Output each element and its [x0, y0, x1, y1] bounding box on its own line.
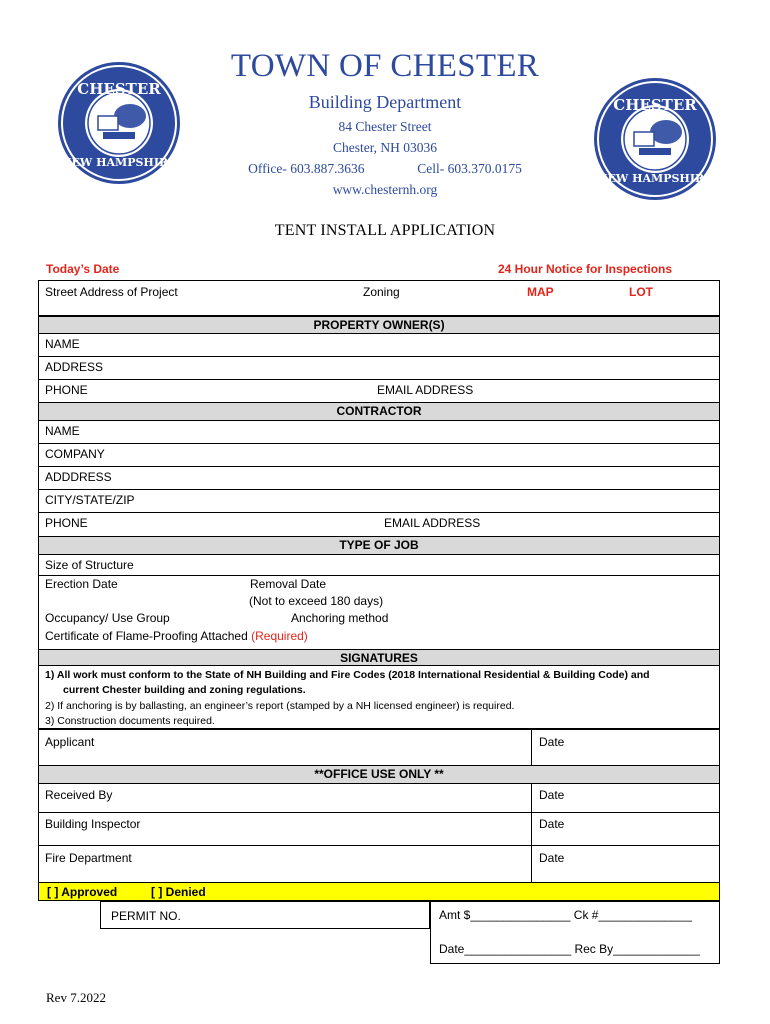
- project-location-row[interactable]: [38, 280, 720, 316]
- owner-address-label: ADDRESS: [45, 360, 104, 374]
- note-ballasting: 2) If anchoring is by ballasting, an engineer’s report (stamped by a NH licensed engineer) is required.: [45, 700, 515, 712]
- inspector-date-label: Date: [539, 817, 565, 831]
- applicant-date-label: Date: [539, 735, 565, 749]
- cell-phone: Cell- 603.370.0175: [417, 161, 522, 176]
- flame-proofing-label[interactable]: [45, 629, 308, 643]
- contractor-name-label: NAME: [45, 424, 80, 438]
- owner-name-label: NAME: [45, 337, 80, 351]
- permit-number-label: PERMIT NO.: [111, 909, 181, 923]
- contractor-company-row[interactable]: [38, 444, 720, 467]
- note-codes-cont: current Chester building and zoning regulations.: [63, 684, 306, 696]
- contractor-address-row[interactable]: [38, 467, 720, 490]
- approval-row: [38, 883, 720, 901]
- seal-top-text: CHESTER: [613, 96, 697, 114]
- city-address: Chester, NH 03036: [332, 140, 438, 155]
- contractor-company-label: COMPANY: [45, 447, 105, 461]
- contractor-city-row[interactable]: [38, 490, 720, 513]
- owner-address-row[interactable]: [38, 357, 720, 380]
- occupancy-label[interactable]: Occupancy/ Use Group: [45, 611, 170, 625]
- seal-bottom-text: NEW HAMPSHIRE: [597, 172, 713, 185]
- todays-date-label: Today’s Date: [46, 262, 120, 276]
- flame-proofing-text: Certificate of Flame-Proofing Attached: [45, 629, 248, 643]
- phone-line: [0, 161, 770, 177]
- note-construction-docs: 3) Construction documents required.: [45, 715, 215, 727]
- structure-size-row[interactable]: [38, 555, 720, 576]
- received-by-row[interactable]: [38, 784, 720, 813]
- signature-notes: [38, 666, 720, 729]
- fire-date-label: Date: [539, 851, 565, 865]
- fire-department-label: Fire Department: [45, 851, 132, 865]
- inspection-notice: 24 Hour Notice for Inspections: [498, 262, 673, 276]
- contractor-name-row[interactable]: [38, 421, 720, 444]
- applicant-label: Applicant: [45, 735, 95, 749]
- divider: [531, 730, 532, 765]
- required-note: (Required): [251, 629, 308, 643]
- type-of-job-section: TYPE OF JOB: [38, 537, 720, 555]
- contractor-section: CONTRACTOR: [38, 403, 720, 421]
- permit-number-box[interactable]: [100, 901, 430, 929]
- seal-bottom-text: NEW HAMPSHIRE: [61, 156, 177, 169]
- form-title: TENT INSTALL APPLICATION: [274, 222, 496, 239]
- website-link[interactable]: www.chesternh.org: [332, 182, 438, 197]
- building-inspector-label: Building Inspector: [45, 817, 141, 831]
- contractor-email-label: EMAIL ADDRESS: [384, 516, 481, 530]
- department-name: Building Department: [308, 92, 462, 112]
- received-by-label: Received By: [45, 788, 113, 802]
- structure-size-label: Size of Structure: [45, 558, 134, 572]
- contractor-address-label: ADDDRESS: [45, 470, 112, 484]
- divider: [531, 846, 532, 882]
- seal-top-text: CHESTER: [77, 80, 161, 98]
- owner-email-label: EMAIL ADDRESS: [377, 383, 474, 397]
- fire-department-row[interactable]: [38, 846, 720, 883]
- erection-date-label[interactable]: Erection Date: [45, 577, 118, 591]
- contractor-phone-row[interactable]: [38, 513, 720, 537]
- applicant-signature-row[interactable]: [38, 729, 720, 766]
- contractor-city-label: CITY/STATE/ZIP: [45, 493, 135, 507]
- revision-label: Rev 7.2022: [46, 990, 106, 1005]
- owner-name-row[interactable]: [38, 334, 720, 357]
- date-rec-by-line: Date________________ Rec By_____________: [439, 942, 700, 956]
- received-date-label: Date: [539, 788, 565, 802]
- zoning-field: Zoning: [363, 285, 400, 299]
- removal-date-note: (Not to exceed 180 days): [249, 594, 384, 608]
- map-field: MAP: [527, 285, 554, 299]
- town-title: TOWN OF CHESTER: [230, 48, 540, 84]
- office-use-section: **OFFICE USE ONLY **: [38, 766, 720, 784]
- divider: [531, 813, 532, 845]
- owner-phone-label: PHONE: [45, 383, 88, 397]
- office-phone: Office- 603.887.3636: [248, 161, 365, 176]
- anchoring-method-label[interactable]: Anchoring method: [291, 611, 389, 625]
- divider: [531, 784, 532, 812]
- denied-checkbox[interactable]: [ ] Denied: [151, 885, 206, 899]
- street-address-field: Street Address of Project: [45, 285, 178, 299]
- amount-check-line: Amt $_______________ Ck #______________: [439, 908, 692, 922]
- building-inspector-row[interactable]: [38, 813, 720, 846]
- note-codes: 1) All work must conform to the State of NH Building and Fire Codes (2018 International Residential & Building Code) and: [45, 669, 650, 681]
- approved-checkbox[interactable]: [ ] Approved: [47, 885, 118, 899]
- contractor-phone-label: PHONE: [45, 516, 88, 530]
- street-address: 84 Chester Street: [338, 119, 432, 134]
- payment-box[interactable]: [430, 901, 720, 964]
- property-owner-section: PROPERTY OWNER(S): [38, 316, 720, 334]
- signatures-section: SIGNATURES: [38, 649, 720, 666]
- lot-field: LOT: [629, 285, 653, 299]
- removal-date-label[interactable]: Removal Date: [250, 577, 327, 591]
- owner-phone-row[interactable]: [38, 380, 720, 403]
